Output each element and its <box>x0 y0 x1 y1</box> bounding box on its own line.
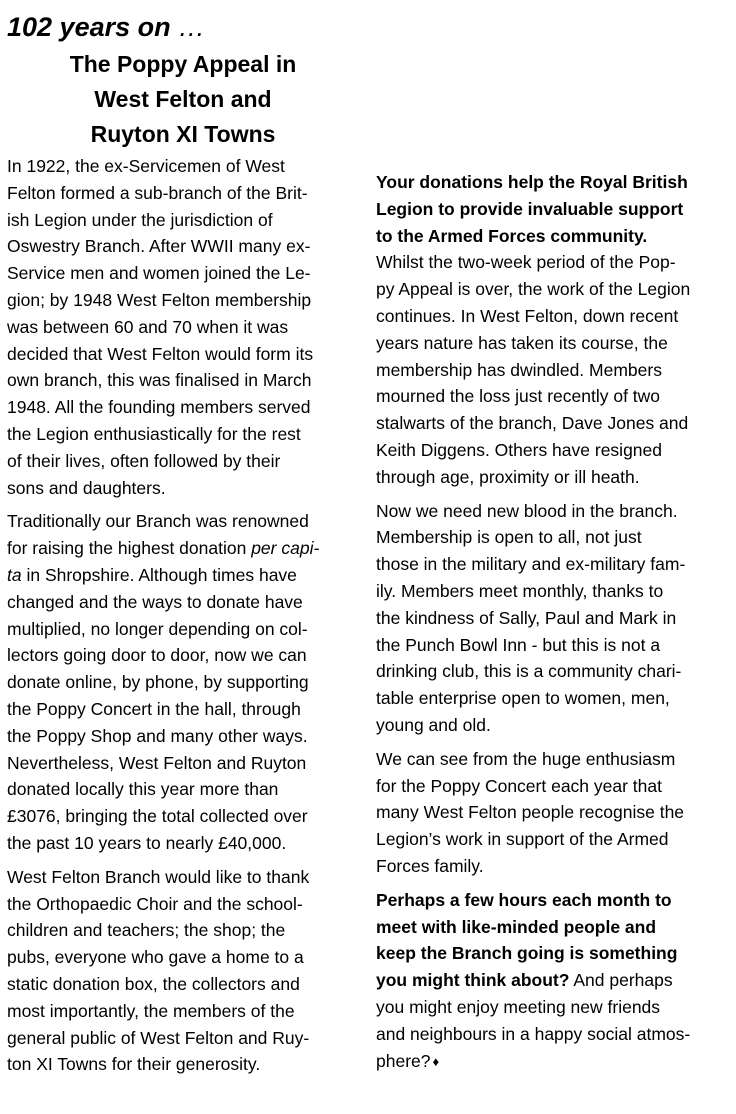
text-line: Felton formed a sub-branch of the Brit- <box>7 182 308 203</box>
text-line: through age, proximity or ill heath. <box>376 466 640 487</box>
text-line: the Punch Bowl Inn - but this is not a <box>376 634 661 655</box>
text-line: multiplied, no longer depending on col- <box>7 618 308 639</box>
text-line: ish Legion under the jurisdiction of <box>7 209 273 230</box>
left-column <box>7 153 363 1085</box>
text-run: for raising the highest donation <box>7 538 252 559</box>
title-line: Ruyton XI Towns <box>90 121 276 147</box>
bold-line: Perhaps a few hours each month to <box>376 889 672 910</box>
text-line: was between 60 and 70 when it was <box>7 316 289 337</box>
text-line: young and old. <box>376 714 491 735</box>
text-line: you might enjoy meeting new friends <box>376 996 661 1017</box>
text-line: children and teachers; the shop; the <box>7 920 286 941</box>
text-line: donate online, by phone, by supporting <box>7 672 309 693</box>
text-line: stalwarts of the branch, Dave Jones and <box>376 413 689 434</box>
text-run: in Shropshire. Although times have <box>21 564 297 585</box>
text-line: decided that West Felton would form its <box>7 343 314 364</box>
text-line: most importantly, the members of the <box>7 1000 295 1021</box>
text-line: gion; by 1948 West Felton membership <box>7 289 312 310</box>
italic-phrase: ta <box>7 564 22 585</box>
title-line: West Felton and <box>94 86 272 112</box>
text-line: py Appeal is over, the work of the Legion <box>376 279 691 300</box>
text-line: years nature has taken its course, the <box>376 332 668 353</box>
bold-line: meet with like-minded people and <box>376 916 657 937</box>
text-line: pubs, everyone who gave a home to a <box>7 947 304 968</box>
text-line: 1948. All the founding members served <box>7 397 311 418</box>
text-line <box>7 535 363 562</box>
text-run: And perhaps <box>569 970 673 991</box>
text-line: static donation box, the collectors and <box>7 973 300 994</box>
text-line: Service men and women joined the Le- <box>7 263 311 284</box>
text-line: Forces family. <box>376 855 484 876</box>
text-line: the kindness of Sally, Paul and Mark in <box>376 607 677 628</box>
bold-line: to the Armed Forces community. <box>376 225 648 246</box>
text-line: membership has dwindled. Members <box>376 359 662 380</box>
article-title <box>7 47 359 152</box>
text-line: many West Felton people recognise the <box>376 802 685 823</box>
text-line: Whilst the two-week period of the Pop- <box>376 252 676 273</box>
text-line: £3076, bringing the total collected over <box>7 806 308 827</box>
text-line: lectors going door to door, now we can <box>7 645 307 666</box>
text-line: general public of West Felton and Ruy- <box>7 1027 310 1048</box>
text-line: ton XI Towns for their generosity. <box>7 1054 261 1075</box>
text-line: the past 10 years to nearly £40,000. <box>7 832 287 853</box>
kicker-text: 102 years on <box>7 12 171 42</box>
text-line: for the Poppy Concert each year that <box>376 775 662 796</box>
text-line: In 1922, the ex-Servicemen of West <box>7 156 285 176</box>
text-line: table enterprise open to women, men, <box>376 688 670 709</box>
text-line: ily. Members meet monthly, thanks to <box>376 580 664 601</box>
text-line <box>376 967 732 994</box>
text-line: donated locally this year more than <box>7 779 279 800</box>
bold-line: keep the Branch going is something <box>376 943 678 964</box>
end-of-article-icon: ♦ <box>432 1053 440 1069</box>
text-run: phere? <box>376 1050 431 1071</box>
bold-line: Legion to provide invaluable support <box>376 198 684 219</box>
text-line: the Orthopaedic Choir and the school- <box>7 893 303 914</box>
history-paragraph <box>7 153 363 501</box>
legion-work-paragraph <box>376 169 732 491</box>
text-line: the Poppy Concert in the hall, through <box>7 698 301 719</box>
text-line: Legion’s work in support of the Armed <box>376 829 669 850</box>
text-line: Now we need new blood in the branch. <box>376 500 678 521</box>
title-line: The Poppy Appeal in <box>69 51 297 77</box>
text-line: Oswestry Branch. After WWII many ex- <box>7 236 311 257</box>
article-kicker <box>7 10 205 44</box>
text-line: Nevertheless, West Felton and Ruyton <box>7 752 307 773</box>
bold-line: Your donations help the Royal British <box>376 172 688 192</box>
text-line: the Poppy Shop and many other ways. <box>7 725 308 746</box>
text-line: of their lives, often followed by their <box>7 450 281 471</box>
text-line: We can see from the huge enthusiasm <box>376 748 676 769</box>
text-line: West Felton Branch would like to thank <box>7 866 310 887</box>
text-line: the Legion enthusiastically for the rest <box>7 423 301 444</box>
new-members-paragraph <box>376 498 732 739</box>
appeal-paragraph <box>376 887 732 1076</box>
text-line: own branch, this was finalised in March <box>7 370 312 391</box>
concert-paragraph <box>376 746 732 880</box>
text-line: drinking club, this is a community chari- <box>376 661 682 682</box>
kicker-ellipsis: … <box>178 12 206 42</box>
text-line <box>376 1048 732 1076</box>
text-line: and neighbours in a happy social atmos- <box>376 1023 691 1044</box>
bold-phrase: you might think about? <box>376 970 570 991</box>
right-column <box>376 169 732 1082</box>
donations-paragraph <box>7 508 363 856</box>
text-line: sons and daughters. <box>7 477 166 498</box>
text-line: changed and the ways to donate have <box>7 591 303 612</box>
text-line: Keith Diggens. Others have resigned <box>376 439 662 460</box>
thanks-paragraph <box>7 864 363 1078</box>
text-line: mourned the loss just recently of two <box>376 386 661 407</box>
text-line <box>7 562 363 589</box>
text-line: Membership is open to all, not just <box>376 527 642 548</box>
text-line: those in the military and ex-military fam- <box>376 554 686 575</box>
text-line: continues. In West Felton, down recent <box>376 305 679 326</box>
italic-phrase: per capi- <box>251 538 320 559</box>
text-line: Traditionally our Branch was renowned <box>7 511 309 532</box>
